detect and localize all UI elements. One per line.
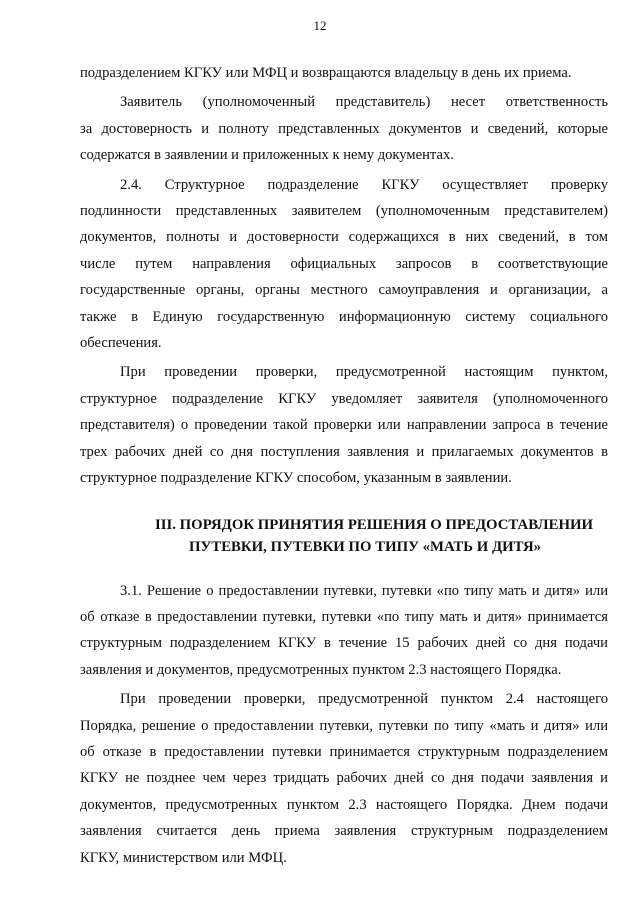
text-line: подразделением КГКУ или МФЦ и возвращаются владельцу в день их приема. bbox=[80, 65, 572, 81]
text-line: об отказе в предоставлении путевки принимается структурным подразделением bbox=[80, 743, 608, 760]
text-line: об отказе в предоставлении путевки, путевки «по типу мать и дитя» принимается bbox=[80, 608, 608, 625]
text-line: 3.1. Решение о предоставлении путевки, путевки «по типу мать и дитя» или bbox=[120, 582, 608, 599]
section-ii-continuation bbox=[80, 60, 608, 492]
section-iii-body bbox=[80, 578, 608, 871]
section-heading bbox=[80, 514, 608, 558]
text-line: представителя) о проведении такой проверки или направлении запроса в течение bbox=[80, 417, 608, 434]
text-line: также в Единую государственную информационную систему социального bbox=[80, 308, 608, 325]
page-number: 12 bbox=[313, 18, 327, 33]
paragraph bbox=[80, 60, 608, 86]
text-line: трех рабочих дней со дня поступления заявления и прилагаемых документов в bbox=[80, 443, 608, 460]
text-line: структурное подразделение КГКУ уведомляет заявителя (уполномоченного bbox=[80, 390, 608, 407]
text-line: заявления и документов, предусмотренных пунктом 2.3 настоящего Порядка. bbox=[80, 661, 562, 678]
text-line: заявления считается день приема заявления структурным подразделением bbox=[80, 823, 608, 840]
text-line: документов, предусмотренных пунктом 2.3 настоящего Порядка. Днем подачи bbox=[80, 796, 608, 813]
section-heading-line-2: ПУТЕВКИ, ПУТЕВКИ ПО ТИПУ «МАТЬ И ДИТЯ» bbox=[188, 538, 542, 555]
text-line: содержатся в заявлении и приложенных к нему документах. bbox=[80, 147, 454, 164]
paragraph bbox=[80, 172, 608, 357]
text-line: подлинности представленных заявителем (уполномоченным представителем) bbox=[80, 203, 608, 220]
paragraph bbox=[80, 686, 608, 871]
paragraph bbox=[80, 359, 608, 491]
text-line: 2.4. Структурное подразделение КГКУ осуществляет проверку bbox=[120, 176, 608, 193]
text-line: Заявитель (уполномоченный представитель) несет ответственность bbox=[120, 94, 608, 111]
text-line: При проведении проверки, предусмотренной настоящим пунктом, bbox=[120, 364, 608, 381]
text-line: документов, полноты и достоверности содержащихся в них сведений, в том bbox=[80, 229, 608, 246]
paragraph bbox=[80, 578, 608, 684]
document-body bbox=[80, 60, 608, 871]
paragraph bbox=[80, 89, 608, 168]
text-line: структурным подразделением КГКУ в течение 15 рабочих дней со дня подачи bbox=[80, 635, 608, 652]
text-line: за достоверность и полноту представленных документов и сведений, которые bbox=[80, 120, 608, 137]
text-line: КГКУ не позднее чем через тридцать рабочих дней со дня подачи заявления и bbox=[80, 770, 608, 787]
text-line: государственные органы, органы местного самоуправления и организации, а bbox=[80, 282, 608, 299]
text-line: При проведении проверки, предусмотренной пунктом 2.4 настоящего bbox=[120, 691, 608, 708]
text-line: Порядка, решение о предоставлении путевки, путевки по типу «мать и дитя» или bbox=[80, 717, 608, 734]
text-line: числе путем направления официальных запросов в соответствующие bbox=[80, 255, 608, 272]
text-line: обеспечения. bbox=[80, 335, 162, 352]
text-line: КГКУ, министерством или МФЦ. bbox=[80, 849, 287, 866]
section-heading-line-1: III. ПОРЯДОК ПРИНЯТИЯ РЕШЕНИЯ О ПРЕДОСТАВЛЕНИИ bbox=[155, 516, 593, 533]
text-line: структурное подразделение КГКУ способом, указанным в заявлении. bbox=[80, 470, 512, 487]
